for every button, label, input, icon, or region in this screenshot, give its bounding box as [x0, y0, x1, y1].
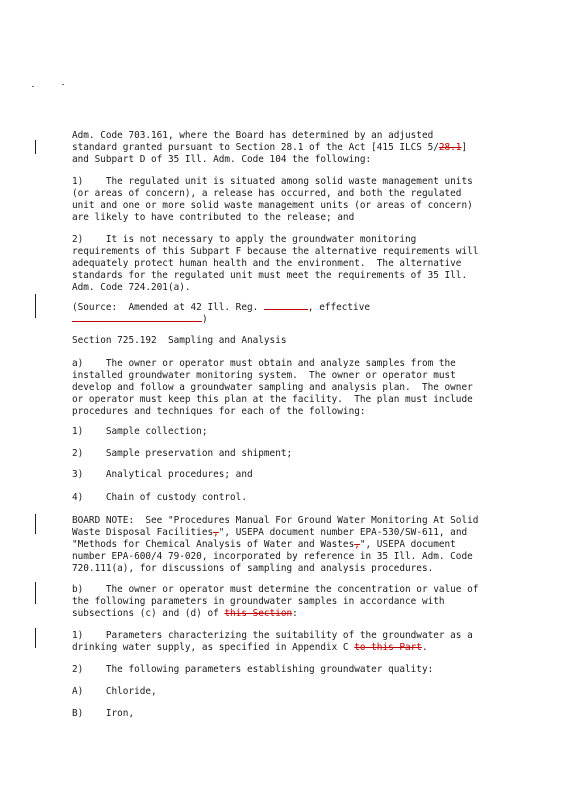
- doc-line: develop and follow a groundwater sampling and analysis plan. The owner: [72, 382, 473, 393]
- deleted-text: 28.1: [438, 142, 462, 153]
- doc-line: and Subpart D of 35 Ill. Adm. Code 104 the following:: [72, 154, 372, 165]
- doc-line: [72, 142, 467, 154]
- deleted-text: to this Part: [354, 642, 422, 653]
- doc-text: Waste Disposal Facilities: [72, 527, 214, 538]
- board-note-line: number EPA-600/4 79-020, incorporated by reference in 35 Ill. Adm. Code: [72, 551, 473, 562]
- revision-bar: [35, 628, 36, 648]
- board-note-line: BOARD NOTE: See "Procedures Manual For Ground Water Monitoring At Solid: [72, 515, 479, 526]
- doc-line: a) The owner or operator must obtain and analyze samples from the: [72, 358, 456, 369]
- doc-line: 2) It is not necessary to apply the groundwater monitoring: [72, 234, 417, 245]
- deleted-text: ,: [213, 527, 219, 538]
- revision-bar: [35, 140, 36, 154]
- doc-line: or operator must keep this plan at the facility. The plan must include: [72, 394, 473, 405]
- doc-text: ", USEPA document number EPA-530/SW-611, and: [218, 527, 468, 538]
- doc-line: are likely to have contributed to the release; and: [72, 212, 355, 223]
- list-item: 3) Analytical procedures; and: [72, 469, 253, 480]
- doc-text: (Source: Amended at 42 Ill. Reg.: [72, 302, 264, 313]
- doc-text: "Methods for Chemical Analysis of Water and Wastes: [72, 539, 355, 550]
- doc-line: Adm. Code 724.201(a).: [72, 282, 191, 293]
- list-item: 1) Sample collection;: [72, 426, 208, 437]
- doc-line: standards for the regulated unit must meet the requirements of 35 Ill.: [72, 270, 468, 281]
- doc-line: the following parameters in groundwater samples in accordance with: [72, 596, 445, 607]
- list-item: 4) Chain of custody control.: [72, 492, 247, 503]
- section-heading: Section 725.192 Sampling and Analysis: [72, 335, 287, 346]
- list-item: 2) Sample preservation and shipment;: [72, 448, 293, 459]
- doc-line: b) The owner or operator must determine the concentration or value of: [72, 584, 479, 595]
- doc-text: subsections (c) and (d) of: [72, 608, 225, 619]
- doc-line: Adm. Code 703.161, where the Board has determined by an adjusted: [72, 130, 434, 141]
- blank-line: [72, 312, 202, 322]
- doc-line: unit and one or more solid waste management units (or areas of concern): [72, 200, 473, 211]
- board-note-line: [72, 527, 467, 539]
- board-note-line: [72, 539, 456, 551]
- doc-line: 1) The regulated unit is situated among solid waste management units: [72, 176, 473, 187]
- doc-line: [72, 642, 428, 654]
- doc-text: ): [202, 314, 208, 325]
- blank-line: [264, 300, 308, 310]
- doc-line: installed groundwater monitoring system. The owner or operator must: [72, 370, 456, 381]
- doc-text: ", USEPA document: [359, 539, 456, 550]
- doc-text: ]: [461, 142, 468, 153]
- doc-text: , effective: [307, 302, 370, 313]
- doc-text: drinking water supply, as specified in Appendix C: [72, 642, 355, 653]
- doc-line: requirements of this Subpart F because the alternative requirements will: [72, 246, 479, 257]
- list-item: A) Chloride,: [72, 686, 157, 697]
- revision-bar: [35, 514, 36, 534]
- doc-text: :: [292, 608, 298, 619]
- scan-speck: [62, 84, 64, 85]
- doc-line: adequately protect human health and the environment. The alternative: [72, 258, 462, 269]
- doc-line: 1) Parameters characterizing the suitability of the groundwater as a: [72, 630, 473, 641]
- list-item: B) Iron,: [72, 708, 135, 719]
- revision-bar: [35, 582, 36, 604]
- doc-line: (or areas of concern), a release has occurred, and both the regulated: [72, 188, 462, 199]
- doc-line: procedures and techniques for each of the following:: [72, 406, 366, 417]
- board-note-line: 720.111(a), for discussions of sampling and analysis procedures.: [72, 563, 434, 574]
- doc-text: .: [421, 642, 428, 653]
- doc-line: [72, 608, 298, 620]
- deleted-text: ,: [354, 539, 360, 550]
- deleted-text: this Section: [224, 608, 293, 619]
- doc-line: 2) The following parameters establishing groundwater quality:: [72, 664, 434, 675]
- source-line: [72, 312, 208, 326]
- revision-bar: [35, 294, 36, 318]
- scan-speck: [32, 86, 34, 87]
- doc-text: standard granted pursuant to Section 28.1 of the Act [415 ILCS 5/: [72, 142, 439, 153]
